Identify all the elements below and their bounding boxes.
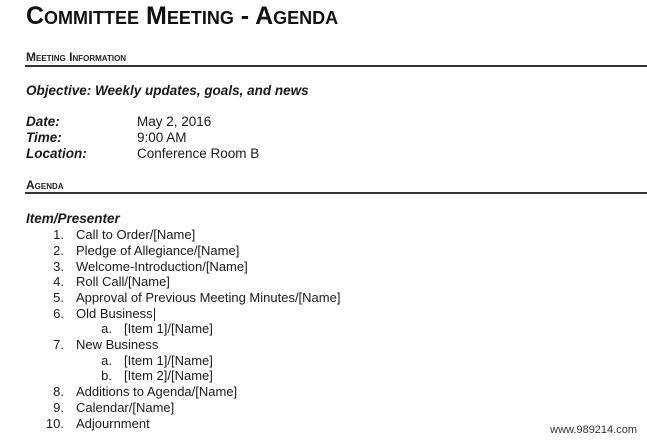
sub-item: [Item 1]/[Name] [124,353,213,368]
list-item: Welcome-Introduction/[Name] [76,259,248,274]
list-item: Roll Call/[Name] [76,274,170,289]
sub-item-letter: b. [101,368,112,383]
sub-item: [Item 2]/[Name] [124,368,213,383]
objective-text: Objective: Weekly updates, goals, and news [26,83,309,98]
list-item-number: 3. [53,259,64,274]
sub-item-letter: a. [101,353,112,368]
list-item-number: 6. [53,306,64,321]
list-item-number: 9. [53,400,64,415]
list-item-number: 2. [53,243,64,258]
time-label: Time: [26,130,62,145]
section-divider [25,192,647,194]
date-label: Date: [26,114,60,129]
section-divider [25,65,647,67]
document-title: Committee Meeting - Agenda [26,2,339,30]
item-presenter-header: Item/Presenter [26,211,120,226]
list-item-number: 5. [53,290,64,305]
list-item-text: Old Business [76,306,153,321]
date-value: May 2, 2016 [137,114,212,129]
location-label: Location: [26,146,87,161]
location-value: Conference Room B [137,146,260,161]
list-item: Approval of Previous Meeting Minutes/[Name] [76,290,341,305]
list-item: New Business [76,337,159,352]
list-item: Adjournment [76,416,150,431]
list-item[interactable] [76,306,155,321]
list-item-number: 4. [53,274,64,289]
list-item-number: 7. [53,337,64,352]
sub-item: [Item 1]/[Name] [124,321,213,336]
list-item-number: 1. [53,227,64,242]
section-heading-meeting-information: Meeting Information [26,50,127,64]
time-value: 9:00 AM [137,130,187,145]
text-cursor [154,308,155,321]
section-heading-agenda: Agenda [26,178,64,192]
sub-item-letter: a. [101,321,112,336]
watermark: www.989214.com [550,424,637,436]
list-item-number: 8. [53,384,64,399]
list-item: Calendar/[Name] [76,400,175,415]
list-item-number: 10. [45,416,64,431]
list-item: Additions to Agenda/[Name] [76,384,238,399]
list-item: Pledge of Allegiance/[Name] [76,243,240,258]
list-item: Call to Order/[Name] [76,227,196,242]
